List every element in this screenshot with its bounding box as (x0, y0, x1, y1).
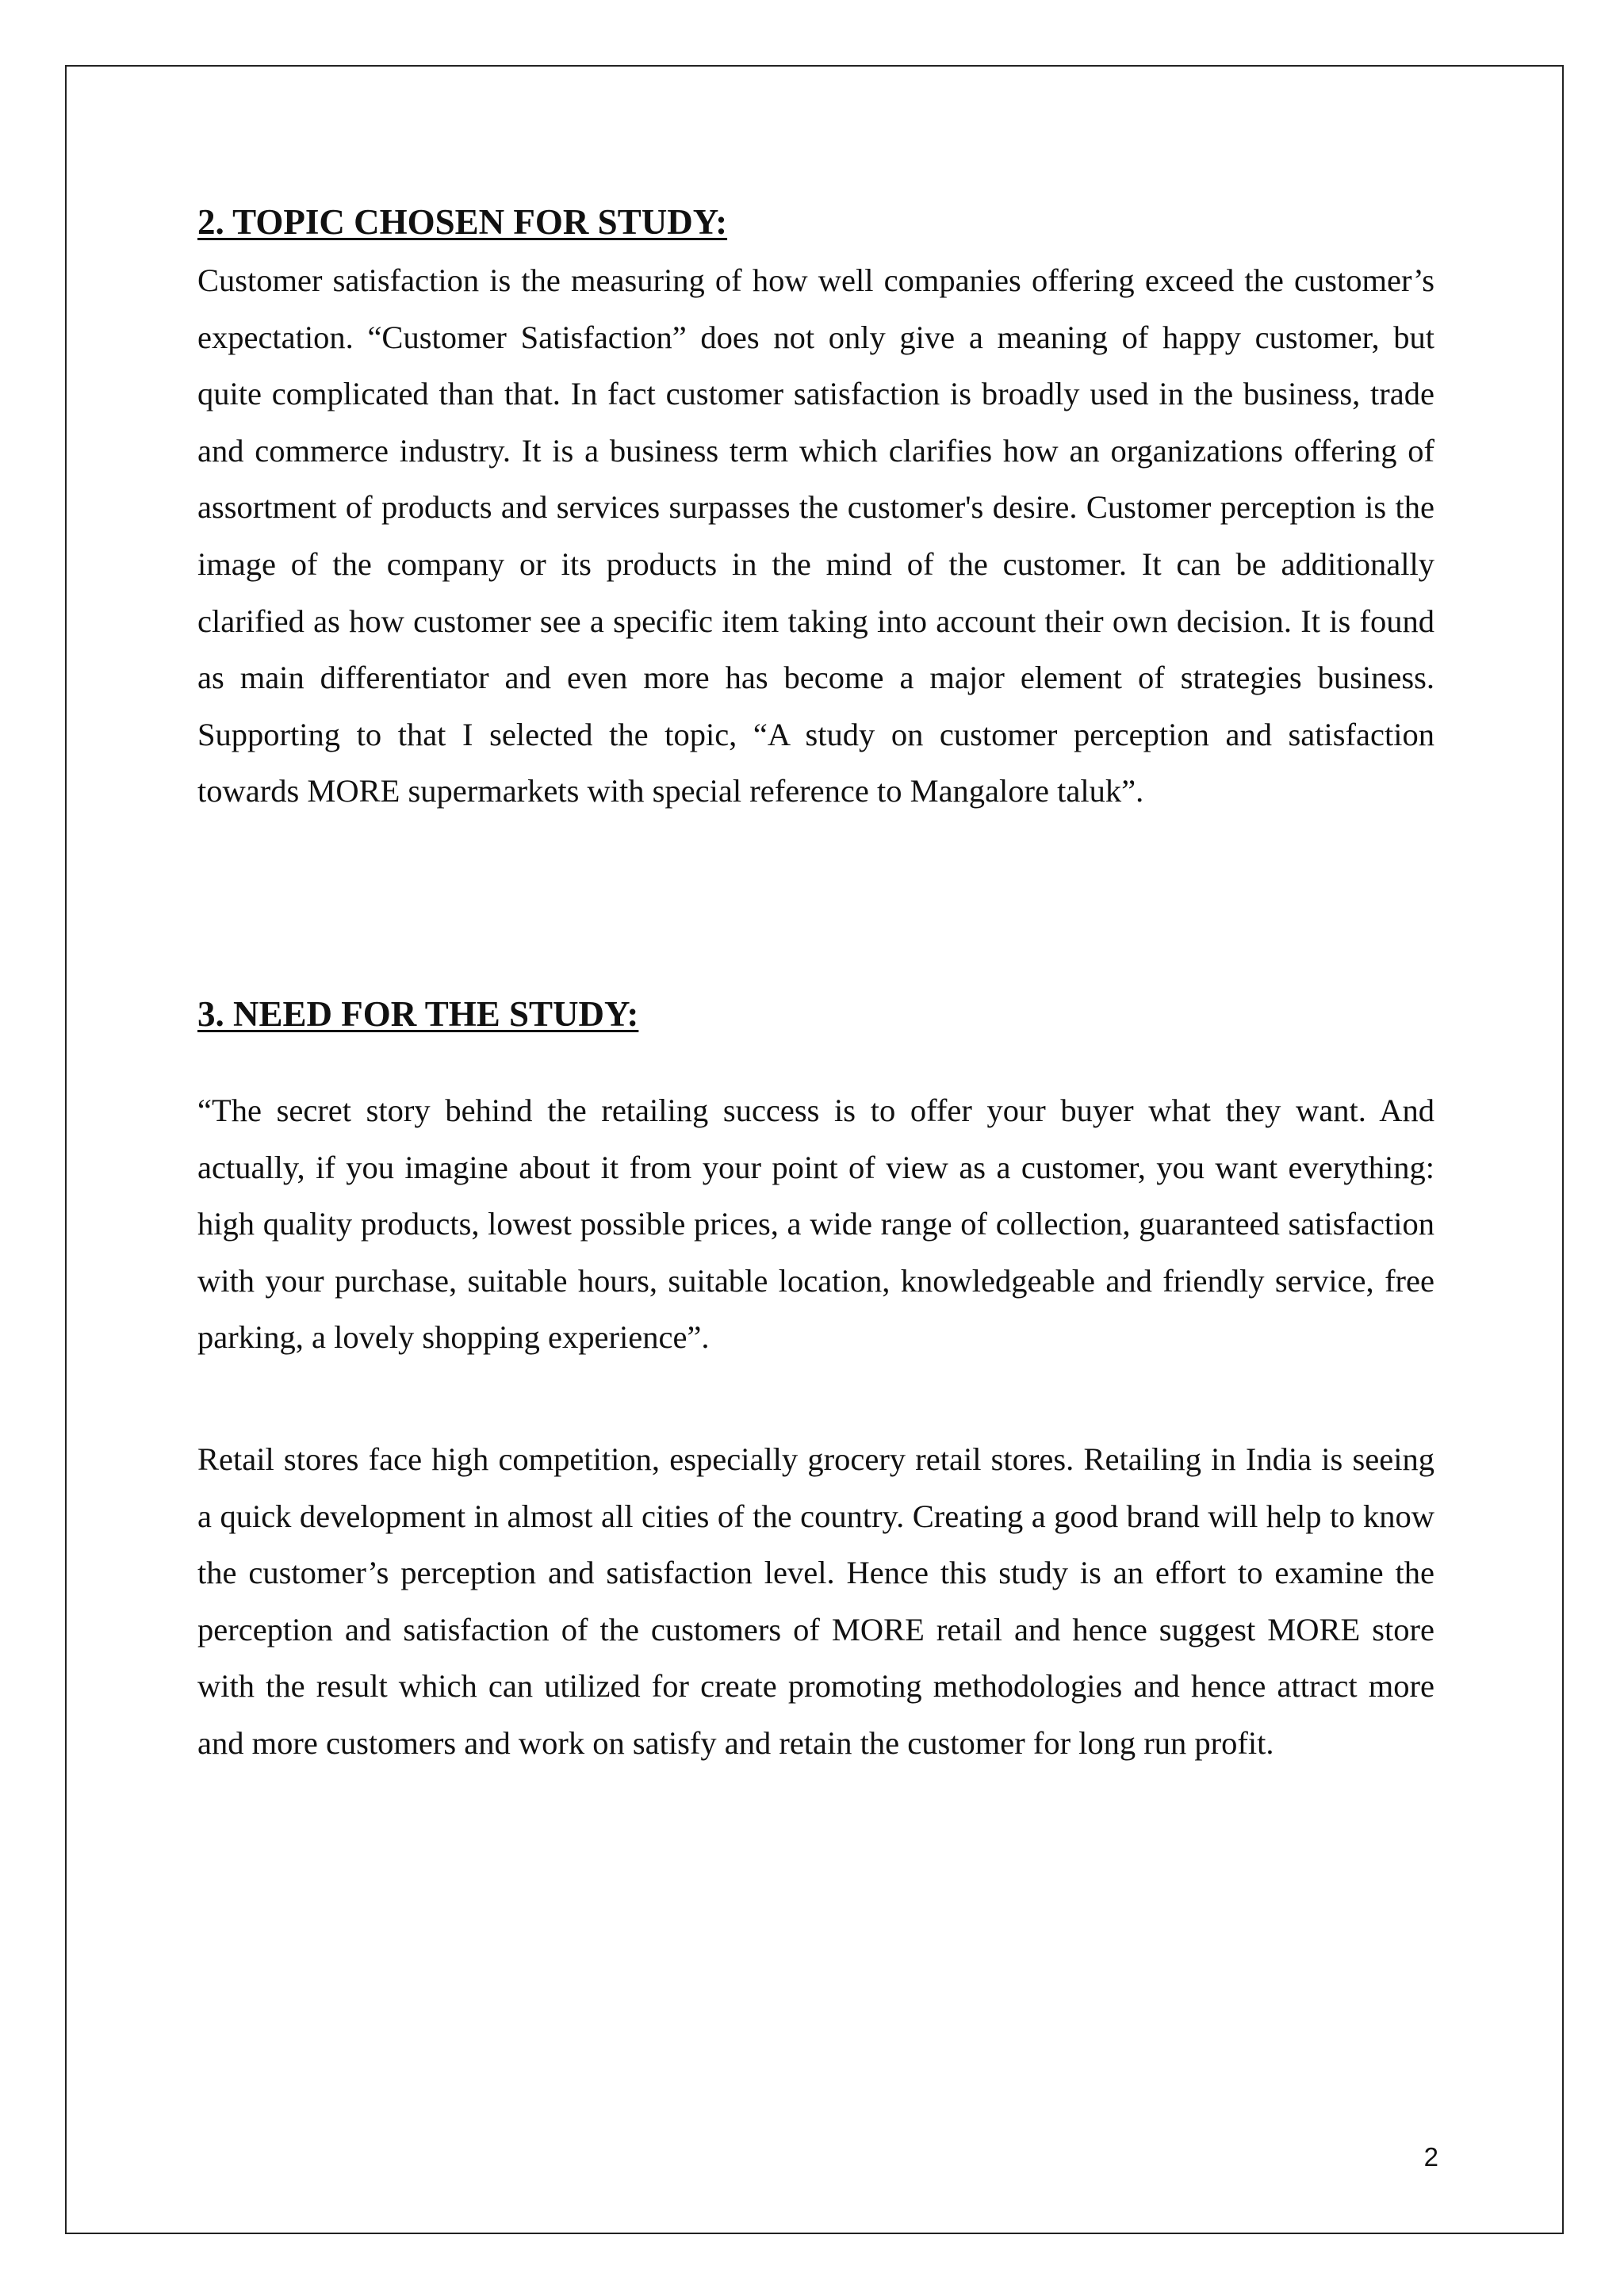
section-topic-chosen (197, 195, 1434, 820)
paragraph-topic: Customer satisfaction is the measuring of how well companies offering exceed the customer’s expectation. “Customer Satisfaction” does not only give a meaning of happy customer, but quite complicated than that. In fact customer satisfaction is broadly used in the business, trade and commerce industry. It is a business term which clarifies how an organizations offering of assortment of products and services surpasses the customer's desire. Customer perception is the image of the company or its products in the mind of the customer. It can be additionally clarified as how customer see a specific item taking into account their own decision. It is found as main differentiator and even more has become a major element of strategies business. Supporting to that I selected the topic, “A study on customer perception and satisfaction towards MORE supermarkets with special reference to Mangalore taluk”. (197, 262, 1434, 809)
section-need-for-study (197, 987, 1434, 1772)
section-heading-topic: 2. TOPIC CHOSEN FOR STUDY: (197, 202, 728, 242)
paragraph-need-quote: “The secret story behind the retailing success is to offer your buyer what they want. And actually, if you imagine about it from your point of view as a customer, you want everything: high quality products, lowest possible prices, a wide range of collection, guaranteed satisfaction with your purchase, suitable hours, suitable location, knowledgeable and friendly service, free parking, a lovely shopping experience”. (197, 1092, 1434, 1356)
section-heading-need: 3. NEED FOR THE STUDY: (197, 993, 639, 1034)
paragraph-need-retail: Retail stores face high competition, especially grocery retail stores. Retailing in India is seeing a quick development in almost all cities of the country. Creating a good brand will help to know the customer’s perception and satisfaction level. Hence this study is an effort to examine the perception and satisfaction of the customers of MORE retail and hence suggest MORE store with the result which can utilized for create promoting methodologies and hence attract more and more customers and work on satisfy and retain the customer for long run profit. (197, 1441, 1434, 1761)
document-body (197, 195, 1434, 1771)
page-number: 2 (1423, 2142, 1438, 2172)
